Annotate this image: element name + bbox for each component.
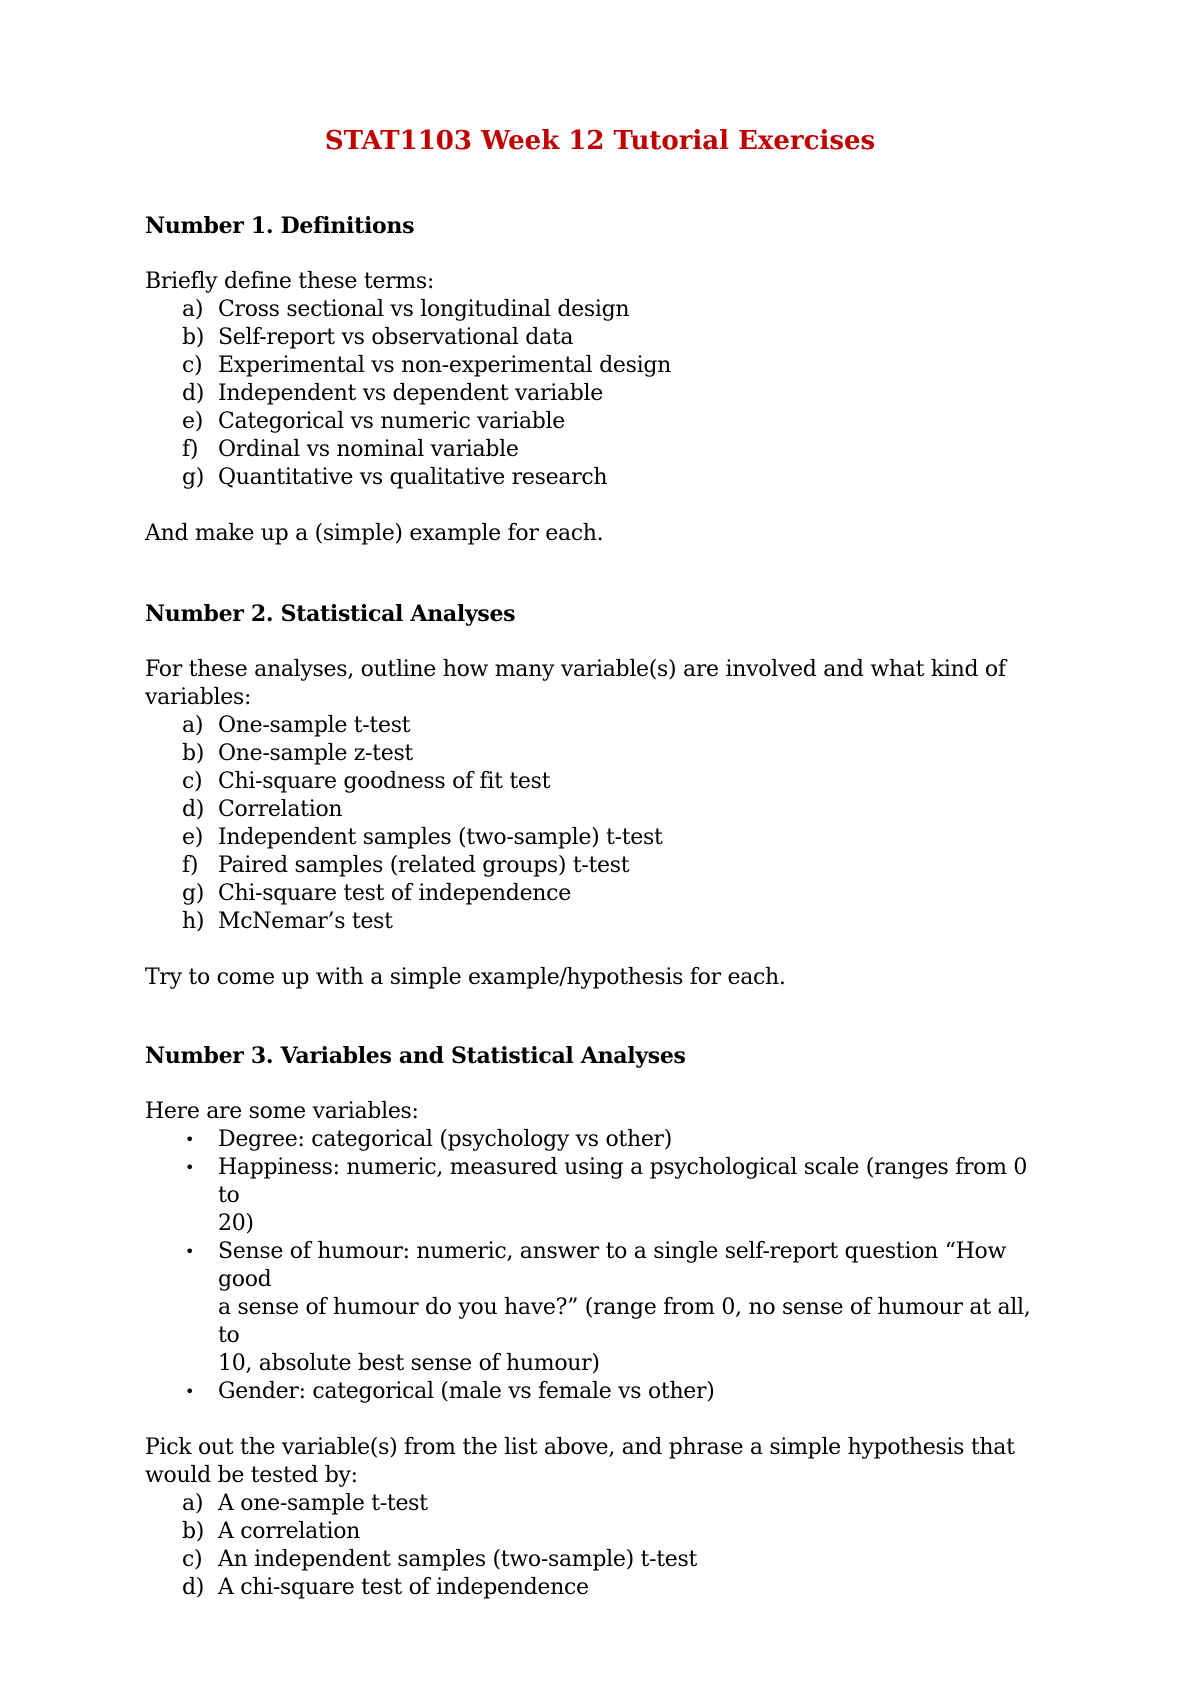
list-item (145, 1126, 1055, 1154)
list-marker: a) (182, 1491, 204, 1516)
list-item-line: Gender: categorical (male vs female vs other) (218, 1379, 715, 1404)
list-item (145, 908, 1055, 936)
list-item-text: Chi-square goodness of fit test (218, 769, 551, 794)
section-prompt-line: Pick out the variable(s) from the list above, and phrase a simple hypothesis that (145, 1435, 1015, 1460)
list-item (145, 1574, 1055, 1602)
section-statistical-analyses (145, 600, 1055, 992)
bullet-icon: • (185, 1130, 195, 1149)
section-intro: Here are some variables: (145, 1099, 419, 1124)
list-item (145, 852, 1055, 880)
list-marker: a) (182, 297, 204, 322)
list-item-text: A chi-square test of independence (218, 1575, 589, 1600)
list-item (145, 296, 1055, 324)
section-outro: And make up a (simple) example for each. (145, 521, 604, 546)
list-marker: e) (182, 409, 204, 434)
section-intro-line: For these analyses, outline how many variable(s) are involved and what kind of (145, 657, 1006, 682)
bullet-icon: • (185, 1382, 195, 1401)
list-item-text: Ordinal vs nominal variable (218, 437, 519, 462)
list-item-text: Cross sectional vs longitudinal design (218, 297, 630, 322)
section-heading: Number 2. Statistical Analyses (145, 601, 516, 627)
list-item (145, 1154, 1055, 1238)
list-item-line: Happiness: numeric, measured using a psychological scale (ranges from 0 to (218, 1155, 1028, 1208)
list-item (145, 324, 1055, 352)
list-marker: h) (182, 909, 205, 934)
list-item-line: Sense of humour: numeric, answer to a single self-report question “How good (218, 1239, 1007, 1292)
list-item-text: Self-report vs observational data (218, 325, 574, 350)
list-marker: f) (182, 853, 199, 878)
list-item-text: One-sample z-test (218, 741, 413, 766)
list-item (145, 464, 1055, 492)
list-item (145, 712, 1055, 740)
document-title: STAT1103 Week 12 Tutorial Exercises (324, 126, 876, 156)
list-marker: d) (182, 797, 205, 822)
list-item-text: A one-sample t-test (218, 1491, 428, 1516)
list-item (145, 436, 1055, 464)
list-item-line: 10, absolute best sense of humour) (218, 1351, 600, 1376)
list-item (145, 824, 1055, 852)
list-item (145, 408, 1055, 436)
list-marker: b) (182, 1519, 205, 1544)
list-item-text: Independent samples (two-sample) t-test (218, 825, 663, 850)
list-item (145, 880, 1055, 908)
list-item-text: Experimental vs non-experimental design (218, 353, 671, 378)
hypothesis-list (145, 1490, 1055, 1602)
list-item-text: One-sample t-test (218, 713, 411, 738)
section-heading: Number 3. Variables and Statistical Analyses (145, 1043, 686, 1069)
definitions-list (145, 296, 1055, 492)
list-item-text: An independent samples (two-sample) t-test (218, 1547, 698, 1572)
section-intro: Briefly define these terms: (145, 269, 434, 294)
list-item (145, 1518, 1055, 1546)
list-marker: c) (182, 769, 203, 794)
list-item (145, 1546, 1055, 1574)
bullet-icon: • (185, 1158, 195, 1177)
bullet-icon: • (185, 1242, 195, 1261)
list-item-text: Correlation (218, 797, 343, 822)
list-marker: d) (182, 381, 205, 406)
list-marker: g) (182, 465, 205, 490)
section-intro-line: variables: (145, 685, 252, 710)
list-item (145, 380, 1055, 408)
list-marker: g) (182, 881, 205, 906)
list-marker: c) (182, 1547, 203, 1572)
section-outro: Try to come up with a simple example/hypothesis for each. (145, 965, 786, 990)
list-item (145, 768, 1055, 796)
list-item (145, 1490, 1055, 1518)
list-item-line: 20) (218, 1211, 254, 1236)
list-marker: a) (182, 713, 204, 738)
list-item-line: Degree: categorical (psychology vs other) (218, 1127, 673, 1152)
list-marker: b) (182, 325, 205, 350)
list-item-text: McNemar’s test (218, 909, 393, 934)
list-item-text: Categorical vs numeric variable (218, 409, 566, 434)
section-definitions (145, 212, 1055, 548)
list-item (145, 796, 1055, 824)
analyses-list (145, 712, 1055, 936)
section-heading: Number 1. Definitions (145, 213, 415, 239)
list-marker: c) (182, 353, 203, 378)
list-item-line: a sense of humour do you have?” (range from 0, no sense of humour at all, to (218, 1295, 1031, 1348)
list-item (145, 1378, 1055, 1406)
variables-list (145, 1126, 1055, 1406)
list-marker: f) (182, 437, 199, 462)
list-item-text: A correlation (218, 1519, 361, 1544)
section-prompt-line: would be tested by: (145, 1463, 358, 1488)
list-marker: b) (182, 741, 205, 766)
list-item (145, 352, 1055, 380)
list-item (145, 740, 1055, 768)
list-item-text: Paired samples (related groups) t-test (218, 853, 630, 878)
list-marker: d) (182, 1575, 205, 1600)
list-item-text: Quantitative vs qualitative research (218, 465, 608, 490)
list-item (145, 1238, 1055, 1378)
list-item-text: Chi-square test of independence (218, 881, 571, 906)
list-item-text: Independent vs dependent variable (218, 381, 603, 406)
section-variables-analyses (145, 1042, 1055, 1602)
list-marker: e) (182, 825, 204, 850)
